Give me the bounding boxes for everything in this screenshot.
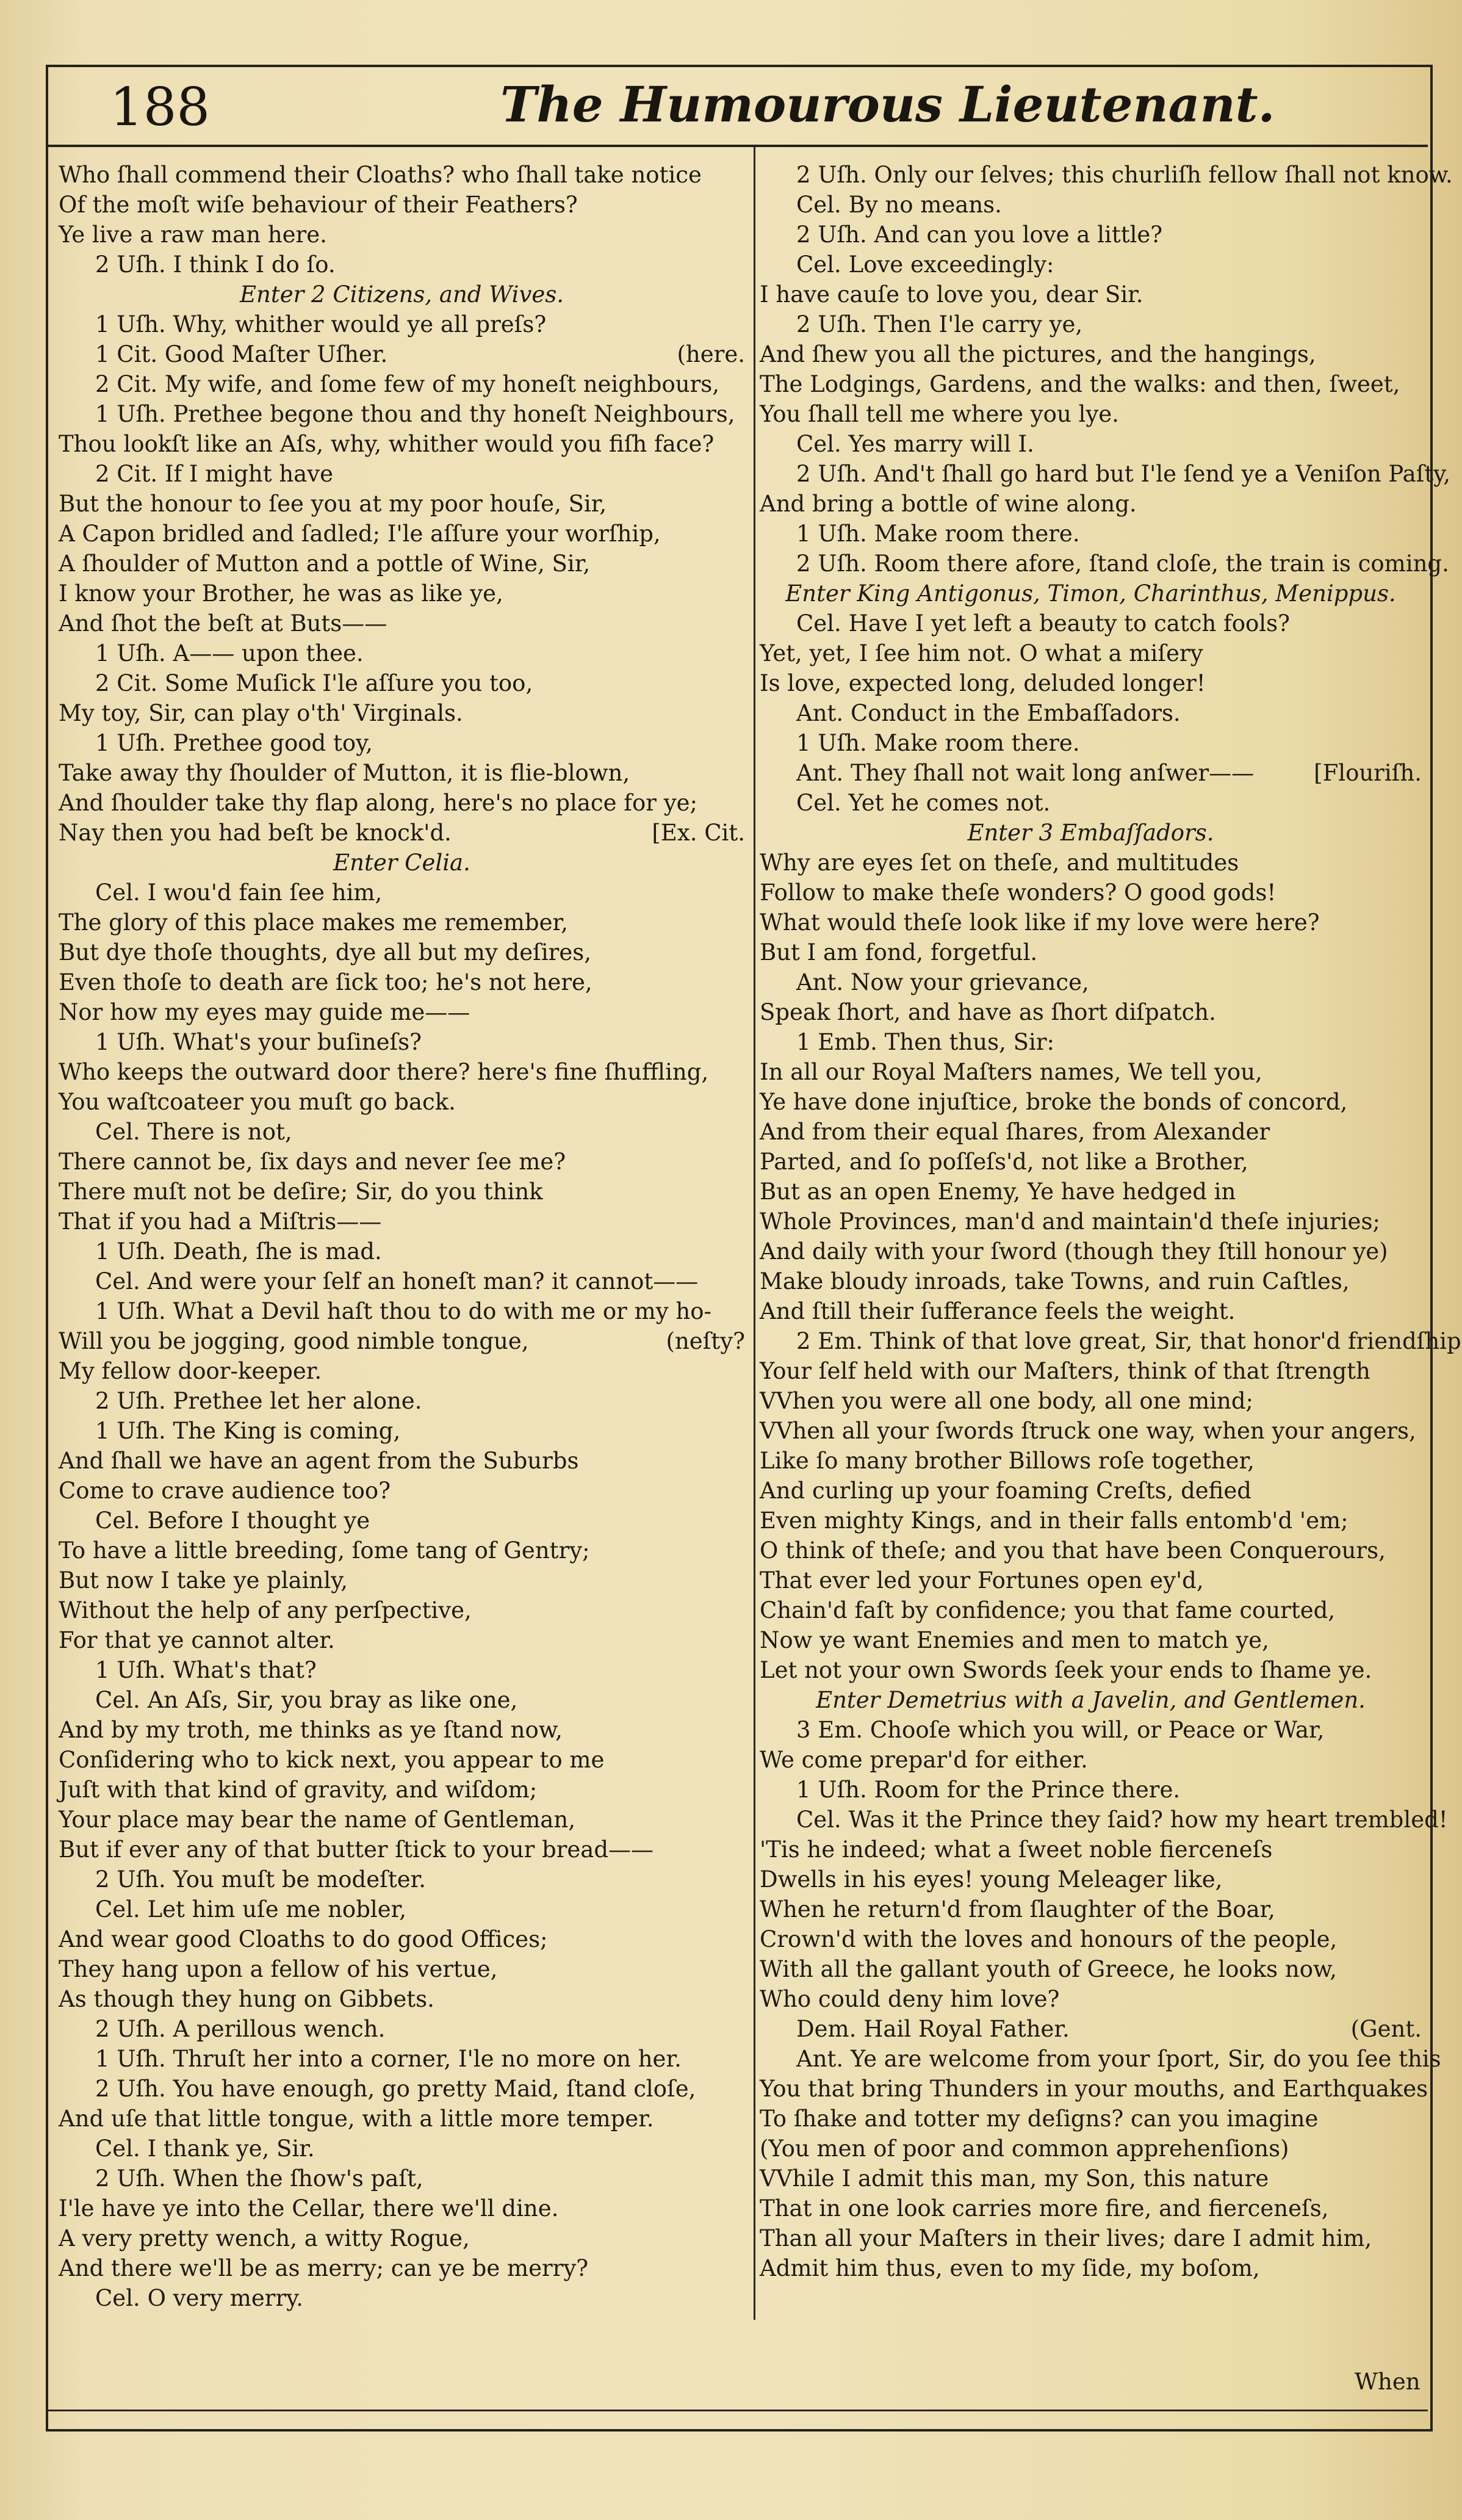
text-line: [59, 1057, 745, 1087]
text-line: [95, 2134, 745, 2164]
line-text: The glory of this place makes me remember,: [59, 909, 568, 936]
line-text: Now ye want Enemies and men to match ye,: [760, 1627, 1269, 1653]
text-line: [59, 758, 745, 788]
text-line: [760, 1625, 1422, 1655]
text-line: [760, 908, 1422, 937]
line-text: Make bloudy inroads, take Towns, and ruin Caſtles,: [760, 1268, 1350, 1294]
stage-direction: [760, 818, 1422, 848]
right-aligned-note: (here.: [677, 341, 745, 367]
text-line: [59, 1835, 745, 1865]
text-line: [796, 549, 1449, 579]
line-text: 1 Uſh. Thruſt her into a corner, I'le no more on her.: [95, 2046, 682, 2072]
line-text: Thou lookſt like an Aſs, why, whither would you fiſh face?: [59, 431, 715, 457]
line-text: Without the help of any perſpective,: [59, 1597, 472, 1623]
line-text: But if ever any of that butter ſtick to your bread——: [59, 1836, 654, 1863]
text-line: [760, 1147, 1422, 1177]
line-text: 1 Cit. Good Maſter Uſher.: [95, 341, 388, 367]
text-line: [95, 2014, 745, 2044]
text-line: [59, 967, 745, 997]
text-line: [796, 2014, 1422, 2044]
line-text: 1 Uſh. What's that?: [95, 1657, 317, 1683]
text-line: [59, 1326, 745, 1356]
text-line: [95, 2283, 745, 2313]
text-line: [95, 250, 745, 280]
line-text: With all the gallant youth of Greece, he looks now,: [760, 1956, 1338, 1982]
text-line: [760, 1476, 1422, 1506]
line-text: When he return'd from ſlaughter of the Boar,: [760, 1896, 1275, 1922]
text-line: [760, 1655, 1422, 1685]
text-line: [59, 579, 745, 608]
text-line: [760, 1057, 1422, 1087]
text-line: [796, 1715, 1422, 1745]
line-text: Ant. They ſhall not wait long anſwer——: [796, 760, 1255, 786]
text-line: [59, 698, 745, 728]
text-line: [760, 2074, 1428, 2104]
header-rule: [46, 145, 1428, 147]
text-line: [760, 2104, 1422, 2134]
text-line: [95, 1894, 745, 1924]
line-text: 3 Em. Chooſe which you will, or Peace or War,: [796, 1717, 1325, 1743]
line-text: (You men of poor and common apprehenſions): [760, 2136, 1289, 2162]
line-text: And daily with your ſword (though they ſtill honour ye): [760, 1238, 1388, 1265]
text-line: [760, 280, 1422, 309]
text-line: [796, 250, 1422, 280]
line-text: Speak ſhort, and have as ſhort diſpatch.: [760, 999, 1216, 1025]
text-line: [760, 1386, 1422, 1416]
text-line: [760, 339, 1422, 369]
text-line: [796, 160, 1453, 190]
line-text: To ſhake and totter my deſigns? can you imagine: [760, 2106, 1319, 2132]
line-text: That if you had a Miſtris——: [59, 1208, 382, 1235]
line-text: My toy, Sir, can play o'th' Virginals.: [59, 700, 463, 726]
line-text: 2 Uſh. And't ſhall go hard but I'le ſend ye a Veniſon Paſty,: [796, 461, 1451, 487]
text-line: [760, 489, 1422, 519]
line-text: Enter Celia.: [333, 850, 470, 876]
text-line: [59, 1625, 745, 1655]
text-line: [760, 369, 1422, 399]
line-text: Ant. Now your grievance,: [796, 969, 1089, 995]
text-line: [95, 1027, 745, 1057]
line-text: Enter Demetrius with a Javelin, and Gentlemen.: [816, 1687, 1366, 1713]
text-line: [95, 1506, 745, 1536]
text-line: [760, 1237, 1422, 1266]
text-line: [760, 937, 1422, 967]
line-text: And bring a bottle of wine along.: [760, 491, 1137, 517]
line-text: Cel. Was it the Prince they ſaid? how my heart trembled!: [796, 1807, 1448, 1833]
text-line: [59, 1924, 745, 1954]
line-text: 2 Uſh. And can you love a little?: [796, 222, 1163, 248]
line-text: Ant. Conduct in the Embaſſadors.: [796, 700, 1181, 726]
line-text: For that ye cannot alter.: [59, 1627, 335, 1653]
text-line: [796, 459, 1451, 489]
line-text: VVhen you were all one body, all one mind;: [760, 1388, 1253, 1414]
line-text: Will you be jogging, good nimble tongue,: [59, 1328, 529, 1354]
line-text: 1 Uſh. Why, whither would ye all preſs?: [95, 311, 547, 338]
line-text: Cel. Yet he comes not.: [796, 790, 1051, 816]
text-line: [95, 1655, 745, 1685]
text-line: [796, 758, 1422, 788]
line-text: Cel. There is not,: [95, 1119, 292, 1145]
line-text: Enter 3 Embaſſadors.: [967, 820, 1214, 846]
text-line: [796, 190, 1422, 220]
stage-direction: [760, 579, 1422, 608]
text-line: [59, 549, 745, 579]
text-line: [760, 1835, 1422, 1865]
line-text: And ſhoulder take thy flap along, here's no place for ye;: [59, 790, 697, 816]
line-text: There cannot be, ſix days and never ſee me?: [59, 1149, 566, 1175]
line-text: Take away thy ſhoulder of Mutton, it is flie-blown,: [59, 760, 630, 786]
line-text: Enter King Antigonus, Timon, Charinthus, Menippus.: [785, 580, 1396, 607]
right-aligned-note: [Ex. Cit.: [652, 820, 745, 846]
text-line: [760, 1266, 1422, 1296]
text-line: [796, 967, 1422, 997]
line-text: Enter 2 Citizens, and Wives.: [239, 281, 564, 308]
stage-direction: [59, 280, 745, 309]
line-text: 1 Uſh. Death, ſhe is mad.: [95, 1238, 382, 1265]
line-text: 1 Uſh. What's your buſineſs?: [95, 1029, 422, 1055]
text-line: [95, 1416, 745, 1446]
line-text: 1 Uſh. Prethee good toy,: [95, 730, 373, 756]
text-line: [760, 1117, 1422, 1147]
text-line: [95, 339, 745, 369]
line-text: 1 Uſh. Make room there.: [796, 730, 1080, 756]
line-text: And by my troth, me thinks as ye ſtand now,: [59, 1717, 563, 1743]
line-text: Chain'd faſt by confidence; you that fame courted,: [760, 1597, 1336, 1623]
text-line: [796, 1775, 1422, 1805]
line-text: That ever led your Fortunes open ey'd,: [760, 1567, 1204, 1594]
text-line: [95, 399, 745, 429]
text-line: [95, 369, 745, 399]
line-text: Ye live a raw man here.: [59, 222, 327, 248]
line-text: Who keeps the outward door there? here's fine ſhuffling,: [59, 1059, 709, 1085]
text-line: [760, 1207, 1422, 1237]
text-line: [59, 190, 745, 220]
text-line: [760, 997, 1422, 1027]
line-text: 1 Uſh. A—— upon thee.: [95, 640, 364, 666]
text-line: [95, 878, 745, 908]
text-line: [796, 698, 1422, 728]
line-text: 2 Uſh. You muſt be modeſter.: [95, 1866, 426, 1893]
line-text: Cel. Before I thought ye: [95, 1507, 370, 1534]
text-line: [760, 638, 1422, 668]
line-text: O think of theſe; and you that have been Conquerours,: [760, 1537, 1386, 1564]
catchword: When: [1355, 2369, 1421, 2395]
line-text: And there we'll be as merry; can ye be merry?: [59, 2255, 589, 2281]
text-line: [59, 997, 745, 1027]
text-line: [760, 1595, 1422, 1625]
line-text: What would theſe look like if my love were here?: [760, 909, 1320, 936]
line-text: 1 Uſh. Prethee begone thou and thy honeſt Neighbours,: [95, 401, 735, 427]
line-text: Even mighty Kings, and in their falls entomb'd 'em;: [760, 1507, 1349, 1534]
text-line: [59, 1775, 745, 1805]
text-line: [796, 2044, 1441, 2074]
text-line: [760, 1356, 1422, 1386]
line-text: In all our Royal Maſters names, We tell you,: [760, 1059, 1262, 1085]
right-column: [760, 160, 1461, 2283]
text-line: [796, 1805, 1448, 1835]
text-line: [59, 519, 745, 549]
text-line: [95, 1117, 745, 1147]
bottom-rule: [46, 2410, 1428, 2411]
text-line: [760, 1506, 1422, 1536]
right-aligned-note: [Flouriſh.: [1314, 760, 1422, 786]
line-text: Of the moſt wiſe behaviour of their Feathers?: [59, 192, 578, 218]
line-text: Cel. I thank ye, Sir.: [95, 2136, 315, 2162]
line-text: My fellow door-keeper.: [59, 1358, 322, 1384]
text-line: [760, 2193, 1422, 2223]
line-text: Nay then you had beſt be knock'd.: [59, 820, 452, 846]
line-text: I have cauſe to love you, dear Sir.: [760, 281, 1143, 308]
text-line: [95, 2074, 745, 2104]
line-text: 1 Uſh. The King is coming,: [95, 1418, 401, 1444]
line-text: Let not your own Swords ſeek your ends to ſhame ye.: [760, 1657, 1372, 1683]
right-aligned-note: (neſty?: [666, 1328, 745, 1354]
column-divider: [754, 147, 755, 2320]
line-text: Cel. By no means.: [796, 192, 1002, 218]
line-text: A ſhoulder of Mutton and a pottle of Wine, Sir,: [59, 551, 591, 577]
text-line: [796, 519, 1422, 549]
text-line: [796, 728, 1422, 758]
text-line: [95, 2164, 745, 2193]
line-text: Conſidering who to kick next, you appear to me: [59, 1747, 605, 1773]
line-text: 2 Uſh. You have enough, go pretty Maid, ſtand cloſe,: [95, 2076, 696, 2102]
line-text: But dye thoſe thoughts, dye all but my deſires,: [59, 939, 591, 966]
line-text: 2 Uſh. Room there afore, ſtand cloſe, the train is coming.: [796, 551, 1449, 577]
line-text: 2 Cit. My wife, and ſome few of my honeſt neighbours,: [95, 371, 720, 397]
line-text: Cel. And were your ſelf an honeſt man? it cannot——: [95, 1268, 699, 1294]
line-text: You waſtcoateer you muſt go back.: [59, 1089, 456, 1115]
text-line: [59, 160, 745, 190]
text-line: [95, 638, 745, 668]
text-line: [59, 2193, 745, 2223]
line-text: Why are eyes ſet on theſe, and multitudes: [760, 850, 1239, 876]
line-text: 1 Uſh. Room for the Prince there.: [796, 1777, 1181, 1803]
text-line: [796, 220, 1422, 250]
text-line: [760, 1536, 1422, 1565]
text-line: [760, 2253, 1422, 2283]
text-line: [59, 1356, 745, 1386]
line-text: But the honour to ſee you at my poor houſe, Sir,: [59, 491, 607, 517]
text-line: [760, 2164, 1422, 2193]
line-text: 2 Cit. If I might have: [95, 461, 334, 487]
line-text: 'Tis he indeed; what a ſweet noble fierceneſs: [760, 1836, 1273, 1863]
page-number: 188: [110, 77, 211, 138]
line-text: 2 Uſh. Prethee let her alone.: [95, 1388, 422, 1414]
line-text: To have a little breeding, ſome tang of Gentry;: [59, 1537, 590, 1564]
line-text: We come prepar'd for either.: [760, 1747, 1088, 1773]
line-text: As though they hung on Gibbets.: [59, 1986, 434, 2012]
line-text: But I am fond, forgetful.: [760, 939, 1038, 966]
text-line: [760, 1087, 1422, 1117]
line-text: You that bring Thunders in your mouths, and Earthquakes: [760, 2076, 1428, 2102]
text-line: [95, 459, 745, 489]
text-line: [95, 309, 745, 339]
text-line: [796, 429, 1422, 459]
text-line: [59, 818, 745, 848]
line-text: I'le have ye into the Cellar, there we'll dine.: [59, 2195, 559, 2222]
line-text: Your ſelf held with our Maſters, think of that ſtrength: [760, 1358, 1370, 1384]
text-line: [95, 1266, 745, 1296]
line-text: 1 Uſh. What a Devil haſt thou to do with me or my ho-: [95, 1298, 711, 1324]
text-line: [59, 1715, 745, 1745]
text-line: [59, 1177, 745, 1207]
line-text: Crown'd with the loves and honours of the people,: [760, 1926, 1338, 1952]
line-text: Whole Provinces, man'd and maintain'd theſe injuries;: [760, 1208, 1380, 1235]
text-line: [59, 489, 745, 519]
text-line: [760, 1177, 1422, 1207]
text-line: [59, 1446, 745, 1476]
line-text: 2 Uſh. When the ſhow's paſt,: [95, 2165, 423, 2192]
text-line: [760, 1416, 1422, 1446]
text-line: [760, 1446, 1422, 1476]
line-text: And wear good Cloaths to do good Offices;: [59, 1926, 548, 1952]
text-line: [760, 668, 1422, 698]
text-line: [59, 1087, 745, 1117]
line-text: And uſe that little tongue, with a little more temper.: [59, 2106, 654, 2132]
line-text: Cel. Love exceedingly:: [796, 251, 1054, 278]
text-line: [760, 399, 1422, 429]
text-line: [760, 1984, 1422, 2014]
line-text: Dwells in his eyes! young Meleager like,: [760, 1866, 1223, 1893]
text-line: [59, 1805, 745, 1835]
text-line: [59, 1147, 745, 1177]
line-text: Even thoſe to death are ſick too; he's not here,: [59, 969, 592, 995]
line-text: 1 Emb. Then thus, Sir:: [796, 1029, 1054, 1055]
line-text: I know your Brother, he was as like ye,: [59, 580, 503, 607]
line-text: VVhile I admit this man, my Son, this nature: [760, 2165, 1269, 2192]
line-text: And ſhall we have an agent from the Suburbs: [59, 1448, 579, 1474]
text-line: [760, 848, 1422, 878]
line-text: 2 Uſh. Then I'le carry ye,: [796, 311, 1083, 338]
line-text: Dem. Hail Royal Father.: [796, 2016, 1070, 2042]
line-text: 2 Uſh. Only our ſelves; this churliſh fellow ſhall not know.: [796, 162, 1453, 188]
text-line: [796, 608, 1422, 638]
line-text: Cel. I wou'd fain ſee him,: [95, 879, 383, 906]
text-line: [95, 1296, 745, 1326]
text-line: [59, 429, 745, 459]
line-text: Your place may bear the name of Gentleman,: [59, 1807, 575, 1833]
text-line: [760, 2223, 1422, 2253]
line-text: Come to crave audience too?: [59, 1478, 391, 1504]
line-text: 1 Uſh. Make room there.: [796, 521, 1080, 547]
line-text: Follow to make theſe wonders? O good gods!: [760, 879, 1277, 906]
line-text: They hang upon a fellow of his vertue,: [59, 1956, 498, 1982]
left-column: [59, 160, 745, 2313]
text-line: [59, 1565, 745, 1595]
text-line: [59, 1954, 745, 1984]
line-text: Who could deny him love?: [760, 1986, 1060, 2012]
line-text: Ant. Ye are welcome from your ſport, Sir, do you ſee this: [796, 2046, 1441, 2072]
line-text: Cel. Have I yet left a beauty to catch fools?: [796, 610, 1290, 637]
line-text: Cel. O very merry.: [95, 2285, 303, 2311]
stage-direction: [59, 848, 745, 878]
line-text: And curling up your foaming Creſts, defied: [760, 1478, 1251, 1504]
line-text: Than all your Maſters in their lives; dare I admit him,: [760, 2225, 1372, 2251]
line-text: Nor how my eyes may guide me——: [59, 999, 470, 1025]
line-text: 2 Uſh. I think I do ſo.: [95, 251, 336, 278]
text-line: [796, 1326, 1461, 1356]
text-line: [59, 2253, 745, 2283]
text-line: [760, 1296, 1422, 1326]
text-line: [59, 1476, 745, 1506]
text-line: [95, 1237, 745, 1266]
text-line: [760, 1894, 1422, 1924]
text-line: [95, 668, 745, 698]
text-line: [760, 1924, 1422, 1954]
text-line: [95, 1386, 745, 1416]
line-text: 2 Cit. Some Muſick I'le aſſure you too,: [95, 670, 533, 696]
text-line: [59, 1595, 745, 1625]
text-line: [760, 1954, 1422, 1984]
stage-direction: [760, 1685, 1422, 1715]
text-line: [95, 1865, 745, 1894]
line-text: Like ſo many brother Billows roſe together,: [760, 1448, 1255, 1474]
text-line: [760, 878, 1422, 908]
line-text: Admit him thus, even to my ſide, my boſom,: [760, 2255, 1260, 2281]
line-text: And ſtill their ſufferance feels the weight.: [760, 1298, 1236, 1324]
line-text: Cel. An Aſs, Sir, you bray as like one,: [95, 1687, 518, 1713]
text-line: [59, 908, 745, 937]
text-line: [59, 1984, 745, 2014]
right-aligned-note: (Gent.: [1350, 2016, 1422, 2042]
line-text: Cel. Yes marry will I.: [796, 431, 1034, 457]
text-line: [760, 1745, 1422, 1775]
text-line: [760, 1565, 1422, 1595]
text-line: [95, 1685, 745, 1715]
line-text: A Capon bridled and ſadled; I'le aſſure your worſhip,: [59, 521, 661, 547]
line-text: But as an open Enemy, Ye have hedged in: [760, 1179, 1236, 1205]
line-text: VVhen all your ſwords ſtruck one way, when your angers,: [760, 1418, 1416, 1444]
text-line: [59, 1207, 745, 1237]
line-text: 2 Em. Think of that love great, Sir, that honor'd friendſhip: [796, 1328, 1461, 1354]
line-text: Juſt with that kind of gravity, and wiſdom;: [59, 1777, 538, 1803]
line-text: But now I take ye plainly,: [59, 1567, 348, 1594]
text-line: [59, 2223, 745, 2253]
text-line: [796, 788, 1422, 818]
line-text: That in one look carries more fire, and fierceneſs,: [760, 2195, 1329, 2222]
line-text: There muſt not be deſire; Sir, do you think: [59, 1179, 543, 1205]
line-text: Who ſhall commend their Cloaths? who ſhall take notice: [59, 162, 702, 188]
line-text: 2 Uſh. A perillous wench.: [95, 2016, 386, 2042]
line-text: And from their equal ſhares, from Alexander: [760, 1119, 1270, 1145]
line-text: The Lodgings, Gardens, and the walks: and then, ſweet,: [760, 371, 1400, 397]
text-line: [59, 788, 745, 818]
line-text: You ſhall tell me where you lye.: [760, 401, 1119, 427]
line-text: A very pretty wench, a witty Rogue,: [59, 2225, 470, 2251]
text-line: [796, 309, 1422, 339]
text-line: [796, 1027, 1422, 1057]
text-line: [59, 220, 745, 250]
text-line: [760, 2134, 1422, 2164]
line-text: Yet, yet, I ſee him not. O what a miſery: [760, 640, 1203, 666]
text-line: [760, 1865, 1422, 1894]
line-text: Ye have done injuſtice, broke the bonds of concord,: [760, 1089, 1348, 1115]
line-text: And ſhew you all the pictures, and the hangings,: [760, 341, 1316, 367]
line-text: Parted, and ſo poſſeſs'd, not like a Brother,: [760, 1149, 1248, 1175]
text-line: [59, 608, 745, 638]
line-text: Cel. Let him uſe me nobler,: [95, 1896, 406, 1922]
text-line: [59, 1745, 745, 1775]
text-line: [59, 1536, 745, 1565]
line-text: And ſhot the beſt at Buts——: [59, 610, 387, 637]
running-title: The Humourous Lieutenant.: [500, 76, 1275, 133]
text-line: [95, 2044, 745, 2074]
text-line: [59, 2104, 745, 2134]
line-text: Is love, expected long, deluded longer!: [760, 670, 1206, 696]
text-line: [95, 728, 745, 758]
text-line: [59, 937, 745, 967]
